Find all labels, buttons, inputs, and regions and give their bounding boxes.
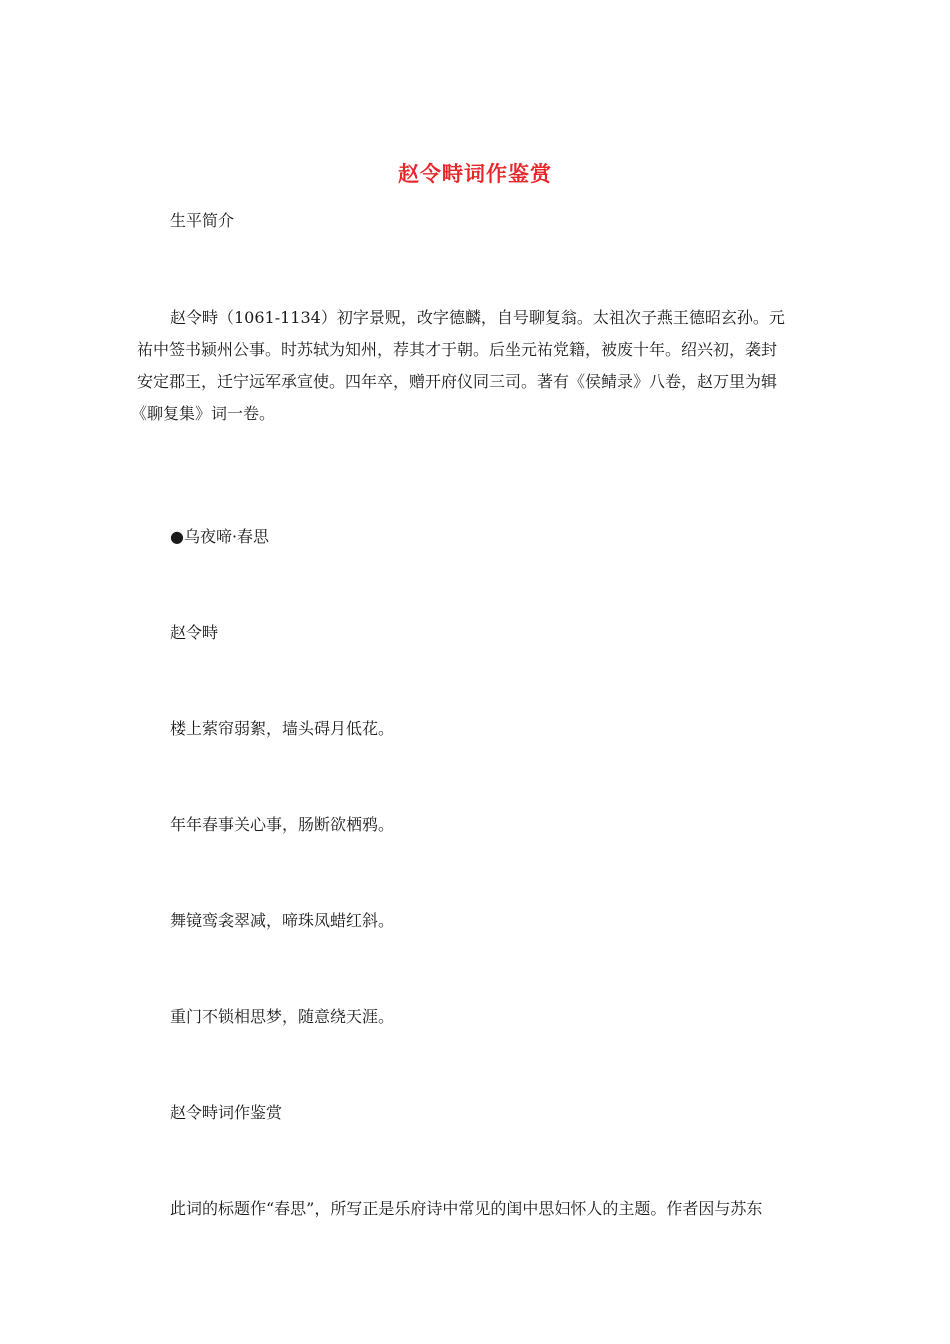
section-heading-appreciation: 赵令畤词作鉴赏 bbox=[170, 1103, 283, 1122]
appreciation-paragraph: 此词的标题作“春思”，所写正是乐府诗中常见的闺中思妇怀人的主题。作者因与苏东 bbox=[170, 1199, 763, 1218]
poem-author: 赵令畤 bbox=[170, 623, 219, 642]
biography-paragraph bbox=[131, 302, 807, 430]
document-title: 赵令畤词作鉴赏 bbox=[398, 161, 552, 186]
poem-title: ●乌夜啼·春思 bbox=[170, 527, 270, 546]
biography-line: 《聊复集》词一卷。 bbox=[131, 404, 276, 423]
biography-line: 安定郡王，迁宁远军承宣使。四年卒，赠开府仪同三司。著有《侯鲭录》八卷，赵万里为辑 bbox=[137, 372, 778, 391]
poem-line: 楼上萦帘弱絮，墙头碍月低花。 bbox=[170, 719, 395, 738]
biography-line: 赵令畤（1061-1134）初字景贶，改字德麟，自号聊复翁。太祖次子燕王德昭玄孙。元 bbox=[170, 308, 785, 327]
poem-line: 年年春事关心事，肠断欲栖鸦。 bbox=[170, 815, 395, 834]
biography-line: 祐中签书颍州公事。时苏轼为知州，荐其才于朝。后坐元祐党籍，被废十年。绍兴初，袭封 bbox=[137, 340, 778, 359]
section-heading-biography: 生平简介 bbox=[170, 211, 235, 230]
poem-line: 重门不锁相思梦，随意绕天涯。 bbox=[170, 1007, 395, 1026]
poem-line: 舞镜鸾衾翠减，啼珠凤蜡红斜。 bbox=[170, 911, 395, 930]
